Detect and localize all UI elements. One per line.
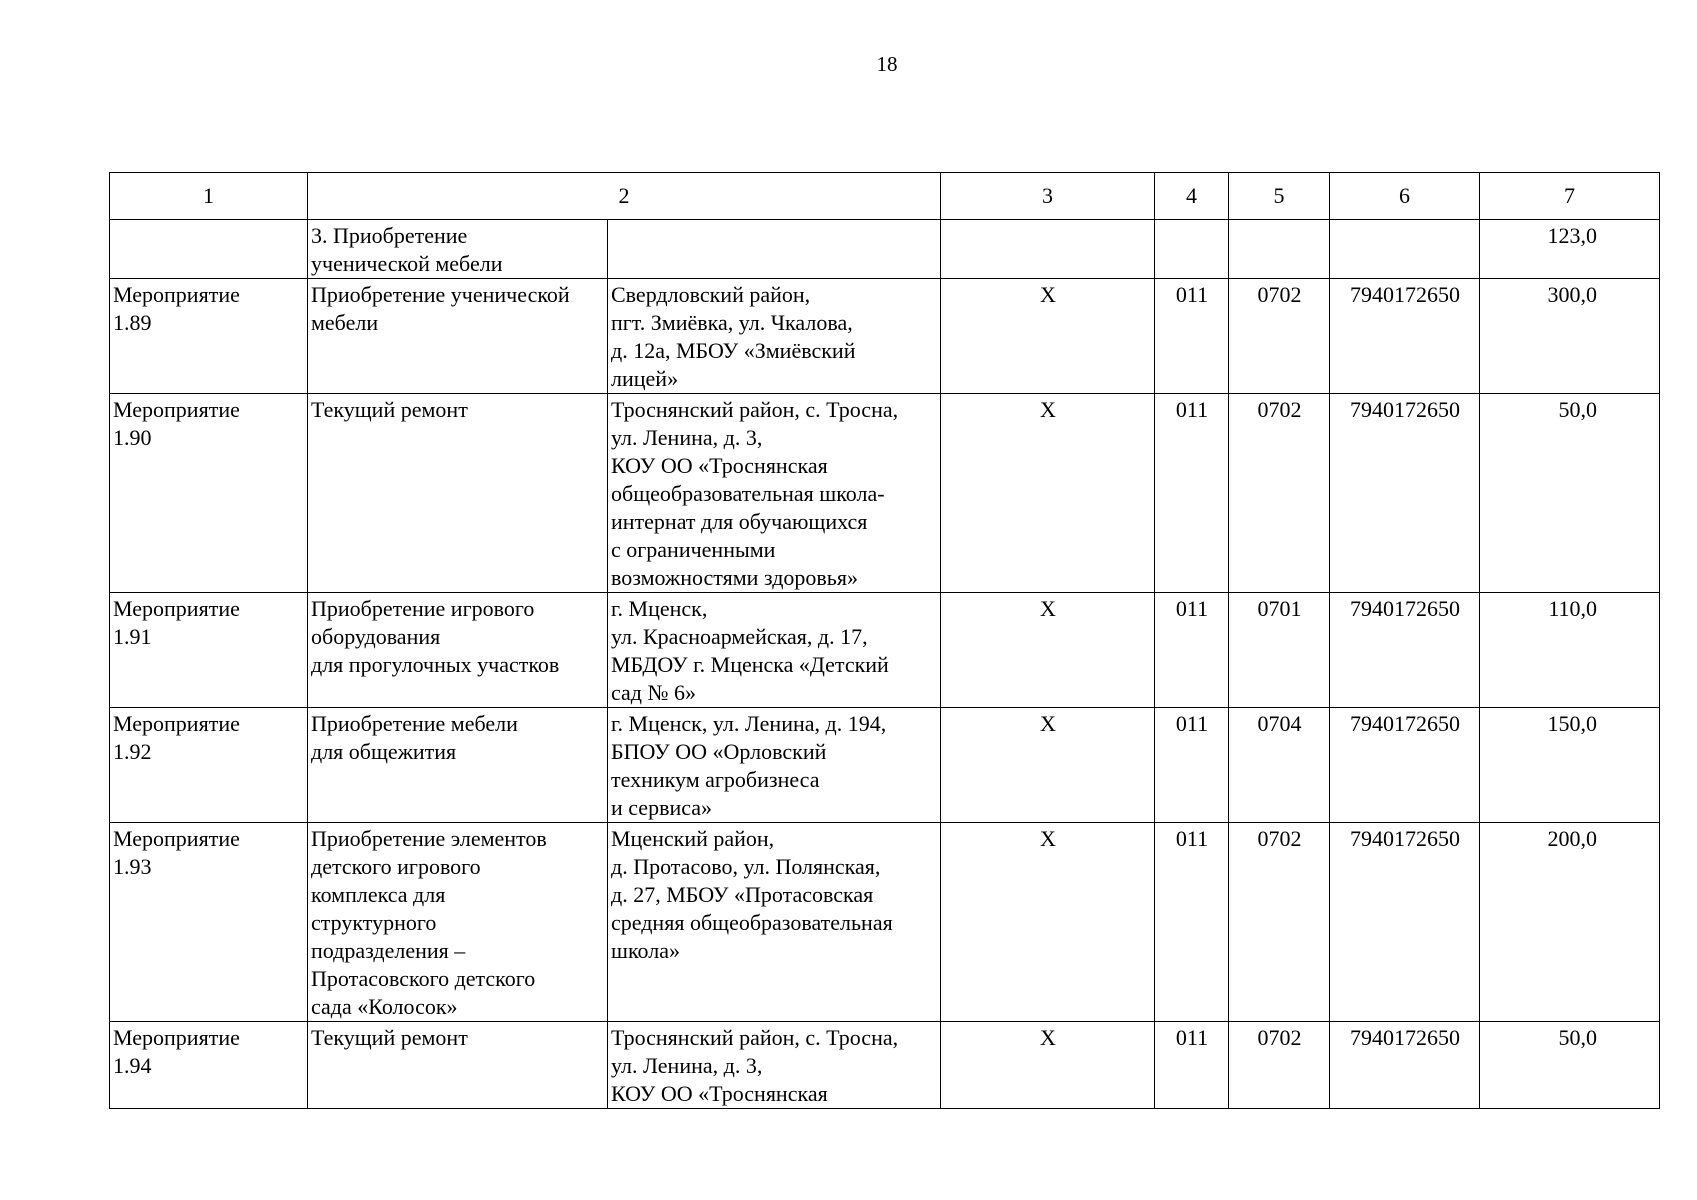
header-cell-7: 7 [1480,173,1660,220]
cell-col5: 0702 [1229,823,1330,1022]
cell-col3: Х [941,279,1155,394]
cell-col5: 0701 [1229,593,1330,708]
cell-empty [608,220,941,279]
cell-col5: 0702 [1229,1022,1330,1109]
cell-event: Мероприятие 1.91 [110,593,308,708]
page-number: 18 [876,52,898,76]
cell-col6: 7940172650 [1330,1022,1480,1109]
cell-empty [1155,220,1229,279]
cell-empty [1229,220,1330,279]
cell-col4: 011 [1155,279,1229,394]
header-cell-2: 2 [308,173,941,220]
cell-empty [941,220,1155,279]
cell-address: Троснянский район, с. Тросна, ул. Ленина, д. 3, КОУ ОО «Троснянская [608,1022,941,1109]
cell-col4: 011 [1155,593,1229,708]
cell-address: Мценский район, д. Протасово, ул. Полянская, д. 27, МБОУ «Протасовская средняя общеобразовательная школа» [608,823,941,1022]
table-row [110,708,1660,823]
cell-event: Мероприятие 1.92 [110,708,308,823]
cell-name: Приобретение элементов детского игрового комплекса для структурного подразделения – Протасовского детского сада «Колосок» [308,823,608,1022]
cell-address: Троснянский район, с. Тросна, ул. Ленина, д. 3, КОУ ОО «Троснянская общеобразовательная школа- интернат для обучающихся с ограниченными возможностями здоровья» [608,394,941,593]
cell-col4: 011 [1155,1022,1229,1109]
cell-event: Мероприятие 1.94 [110,1022,308,1109]
cell-col6: 7940172650 [1330,708,1480,823]
budget-table [109,172,1660,1109]
cell-col5: 0702 [1229,394,1330,593]
cell-address: Свердловский район, пгт. Змиёвка, ул. Чкалова, д. 12а, МБОУ «Змиёвский лицей» [608,279,941,394]
cell-name: Приобретение мебели для общежития [308,708,608,823]
cell-col6: 7940172650 [1330,394,1480,593]
table-header-row [110,173,1660,220]
cell-empty [1330,220,1480,279]
cell-col4: 011 [1155,708,1229,823]
cell-name: Приобретение ученической мебели [308,279,608,394]
header-cell-3: 3 [941,173,1155,220]
header-cell-4: 4 [1155,173,1229,220]
cell-empty [110,220,308,279]
cell-amount: 300,0 [1480,279,1660,394]
table-row [110,1022,1660,1109]
cell-amount: 50,0 [1480,1022,1660,1109]
table-row [110,823,1660,1022]
cell-col3: Х [941,394,1155,593]
header-cell-1: 1 [110,173,308,220]
header-cell-6: 6 [1330,173,1480,220]
cell-name: Текущий ремонт [308,394,608,593]
cell-col6: 7940172650 [1330,279,1480,394]
cell-col3: Х [941,708,1155,823]
table-row [110,593,1660,708]
cell-event: Мероприятие 1.89 [110,279,308,394]
table-row [110,279,1660,394]
cell-address: г. Мценск, ул. Красноармейская, д. 17, МБДОУ г. Мценска «Детский сад № 6» [608,593,941,708]
cell-col4: 011 [1155,823,1229,1022]
cell-col3: Х [941,1022,1155,1109]
table-row [110,394,1660,593]
cell-col3: Х [941,593,1155,708]
cell-amount: 150,0 [1480,708,1660,823]
cell-col5: 0702 [1229,279,1330,394]
cell-event: Мероприятие 1.93 [110,823,308,1022]
cell-col4: 011 [1155,394,1229,593]
cell-col6: 7940172650 [1330,823,1480,1022]
cell-col6: 7940172650 [1330,593,1480,708]
cell-amount: 200,0 [1480,823,1660,1022]
header-cell-5: 5 [1229,173,1330,220]
cell-amount: 110,0 [1480,593,1660,708]
cell-amount: 50,0 [1480,394,1660,593]
cell-event: Мероприятие 1.90 [110,394,308,593]
cell-col3: Х [941,823,1155,1022]
cell-section-title: 3. Приобретение ученической мебели [308,220,608,279]
cell-name: Приобретение игрового оборудования для прогулочных участков [308,593,608,708]
cell-address: г. Мценск, ул. Ленина, д. 194, БПОУ ОО «Орловский техникум агробизнеса и сервиса» [608,708,941,823]
cell-col5: 0704 [1229,708,1330,823]
cell-name: Текущий ремонт [308,1022,608,1109]
cell-amount: 123,0 [1480,220,1660,279]
table-row-subheader [110,220,1660,279]
